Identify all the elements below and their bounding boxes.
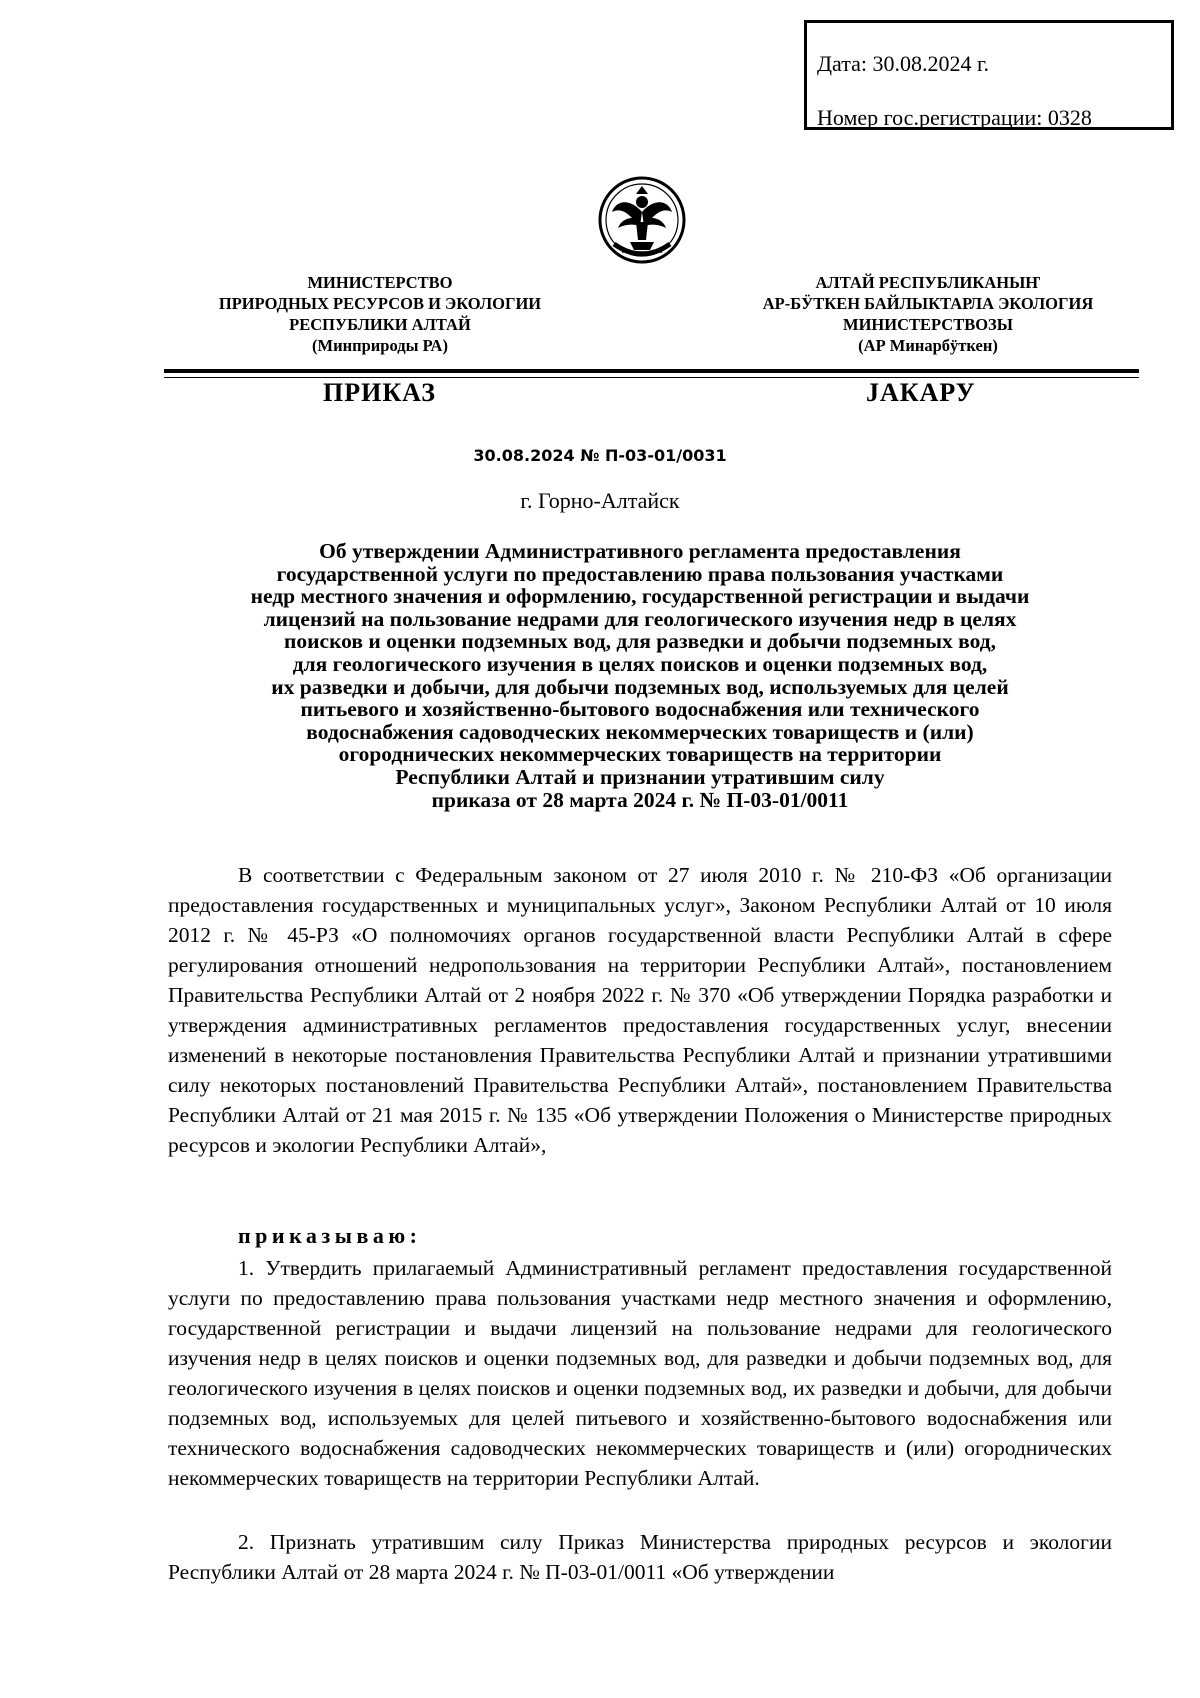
item-1-paragraph: 1. Утвердить прилагаемый Административный регламент предоставления государственной услуги по предоставлению права пользования участками недр местного значения и оформлению, государственной регистрации и выдачи лицензий на пользование недрами для геологического изучения недр в целях поисков и оценки подземных вод, для разведки и добычи подземных вод, для геологического изучения в целях поисков и оценки подземных вод, их разведки и добычи, для добычи подземных вод, используемых для целей питьевого и хозяйственно-бытового водоснабжения или технического водоснабжения садоводческих некоммерческих товариществ и (или) огороднических некоммерческих товариществ на территории Республики Алтай. [168, 1256, 1112, 1490]
item-2-paragraph: 2. Признать утратившим силу Приказ Министерства природных ресурсов и экологии Республики Алтай от 28 марта 2024 г. № П-03-01/0011 «Об утверждении [168, 1530, 1112, 1584]
title-line: для геологического изучения в целях поисков и оценки подземных вод, [292, 651, 988, 676]
title-line: поисков и оценки подземных вод, для разведки и добычи подземных вод, [284, 629, 996, 654]
title-line: водоснабжения садоводческих некоммерческих товариществ и (или) [306, 719, 974, 744]
item-2-section [168, 1527, 1112, 1587]
preamble-paragraph: В соответствии с Федеральным законом от 27 июля 2010 г. № 210-ФЗ «Об организации предоставления государственных и муниципальных услуг», Законом Республики Алтай от 10 июля 2012 г. № 45-РЗ «О полномочиях органов государственной власти Республики Алтай в сфере регулирования отношений недропользования на территории Республики Алтай», постановлением Правительства Республики Алтай от 2 ноября 2022 г. № 370 «Об утверждении Порядка разработки и утверждения административных регламентов предоставления государственных услуг, внесении изменений в некоторые постановления Правительства Республики Алтай и признании утратившими силу некоторых постановлений Правительства Республики Алтай», постановлением Правительства Республики Алтай от 21 мая 2015 г. № 135 «Об утверждении Положения о Министерстве природных ресурсов и экологии Республики Алтай», [168, 863, 1112, 1157]
ministry-name-russian [180, 272, 580, 356]
title-line: питьевого и хозяйственно-бытового водоснабжения или технического [300, 697, 980, 722]
ministry-name-altai [728, 272, 1128, 356]
order-command: приказываю: [238, 1223, 422, 1248]
title-line: государственной услуги по предоставлению права пользования участками [276, 561, 1004, 586]
item-1-section [168, 1253, 1112, 1493]
title-line: лицензий на пользование недрами для геологического изучения недр в целях [263, 606, 1017, 631]
ministry-ru-line: ПРИРОДНЫХ РЕСУРСОВ И ЭКОЛОГИИ [218, 294, 542, 313]
ministry-ru-line: РЕСПУБЛИКИ АЛТАЙ [289, 315, 471, 334]
registration-date: Дата: 30.08.2024 г. [817, 51, 990, 76]
ministry-ru-abbreviation: (Минприроды РА) [312, 336, 448, 355]
ministry-ru-line: МИНИСТЕРСТВО [307, 273, 453, 292]
ministry-alt-line: АЛТАЙ РЕСПУБЛИКАНЫҤ [815, 273, 1041, 292]
title-line: огороднических некоммерческих товариществ на территории [338, 742, 942, 767]
order-heading-altai: JАКАРУ [866, 378, 976, 407]
title-line: Республики Алтай и признании утратившим силу [395, 764, 885, 789]
registration-stamp [804, 20, 1174, 130]
ministry-alt-line: АР-БӰТКЕН БАЙЛЫКТАРЛА ЭКОЛОГИЯ [762, 294, 1094, 313]
title-line: их разведки и добычи, для добычи подземных вод, используемых для целей [271, 674, 1009, 699]
ministry-alt-abbreviation: (АР Минарбӱткен) [858, 336, 998, 355]
title-line: Об утверждении Административного регламента предоставления [319, 539, 961, 563]
order-title [160, 540, 1120, 811]
registration-number: Номер гос.регистрации: 0328 [817, 105, 1092, 130]
header-divider [164, 369, 1139, 378]
coat-of-arms-emblem [596, 172, 688, 272]
order-city: г. Горно-Алтайск [520, 488, 680, 513]
title-line: недр местного значения и оформлению, государственной регистрации и выдачи [250, 584, 1030, 609]
preamble-section [168, 860, 1112, 1160]
order-number: 30.08.2024 № П-03-01/0031 [473, 446, 727, 465]
title-line: приказа от 28 марта 2024 г. № П-03-01/0011 [431, 787, 849, 812]
ministry-alt-line: МИНИСТЕРСТВОЗЫ [843, 315, 1013, 334]
order-heading-russian: ПРИКАЗ [323, 378, 437, 407]
